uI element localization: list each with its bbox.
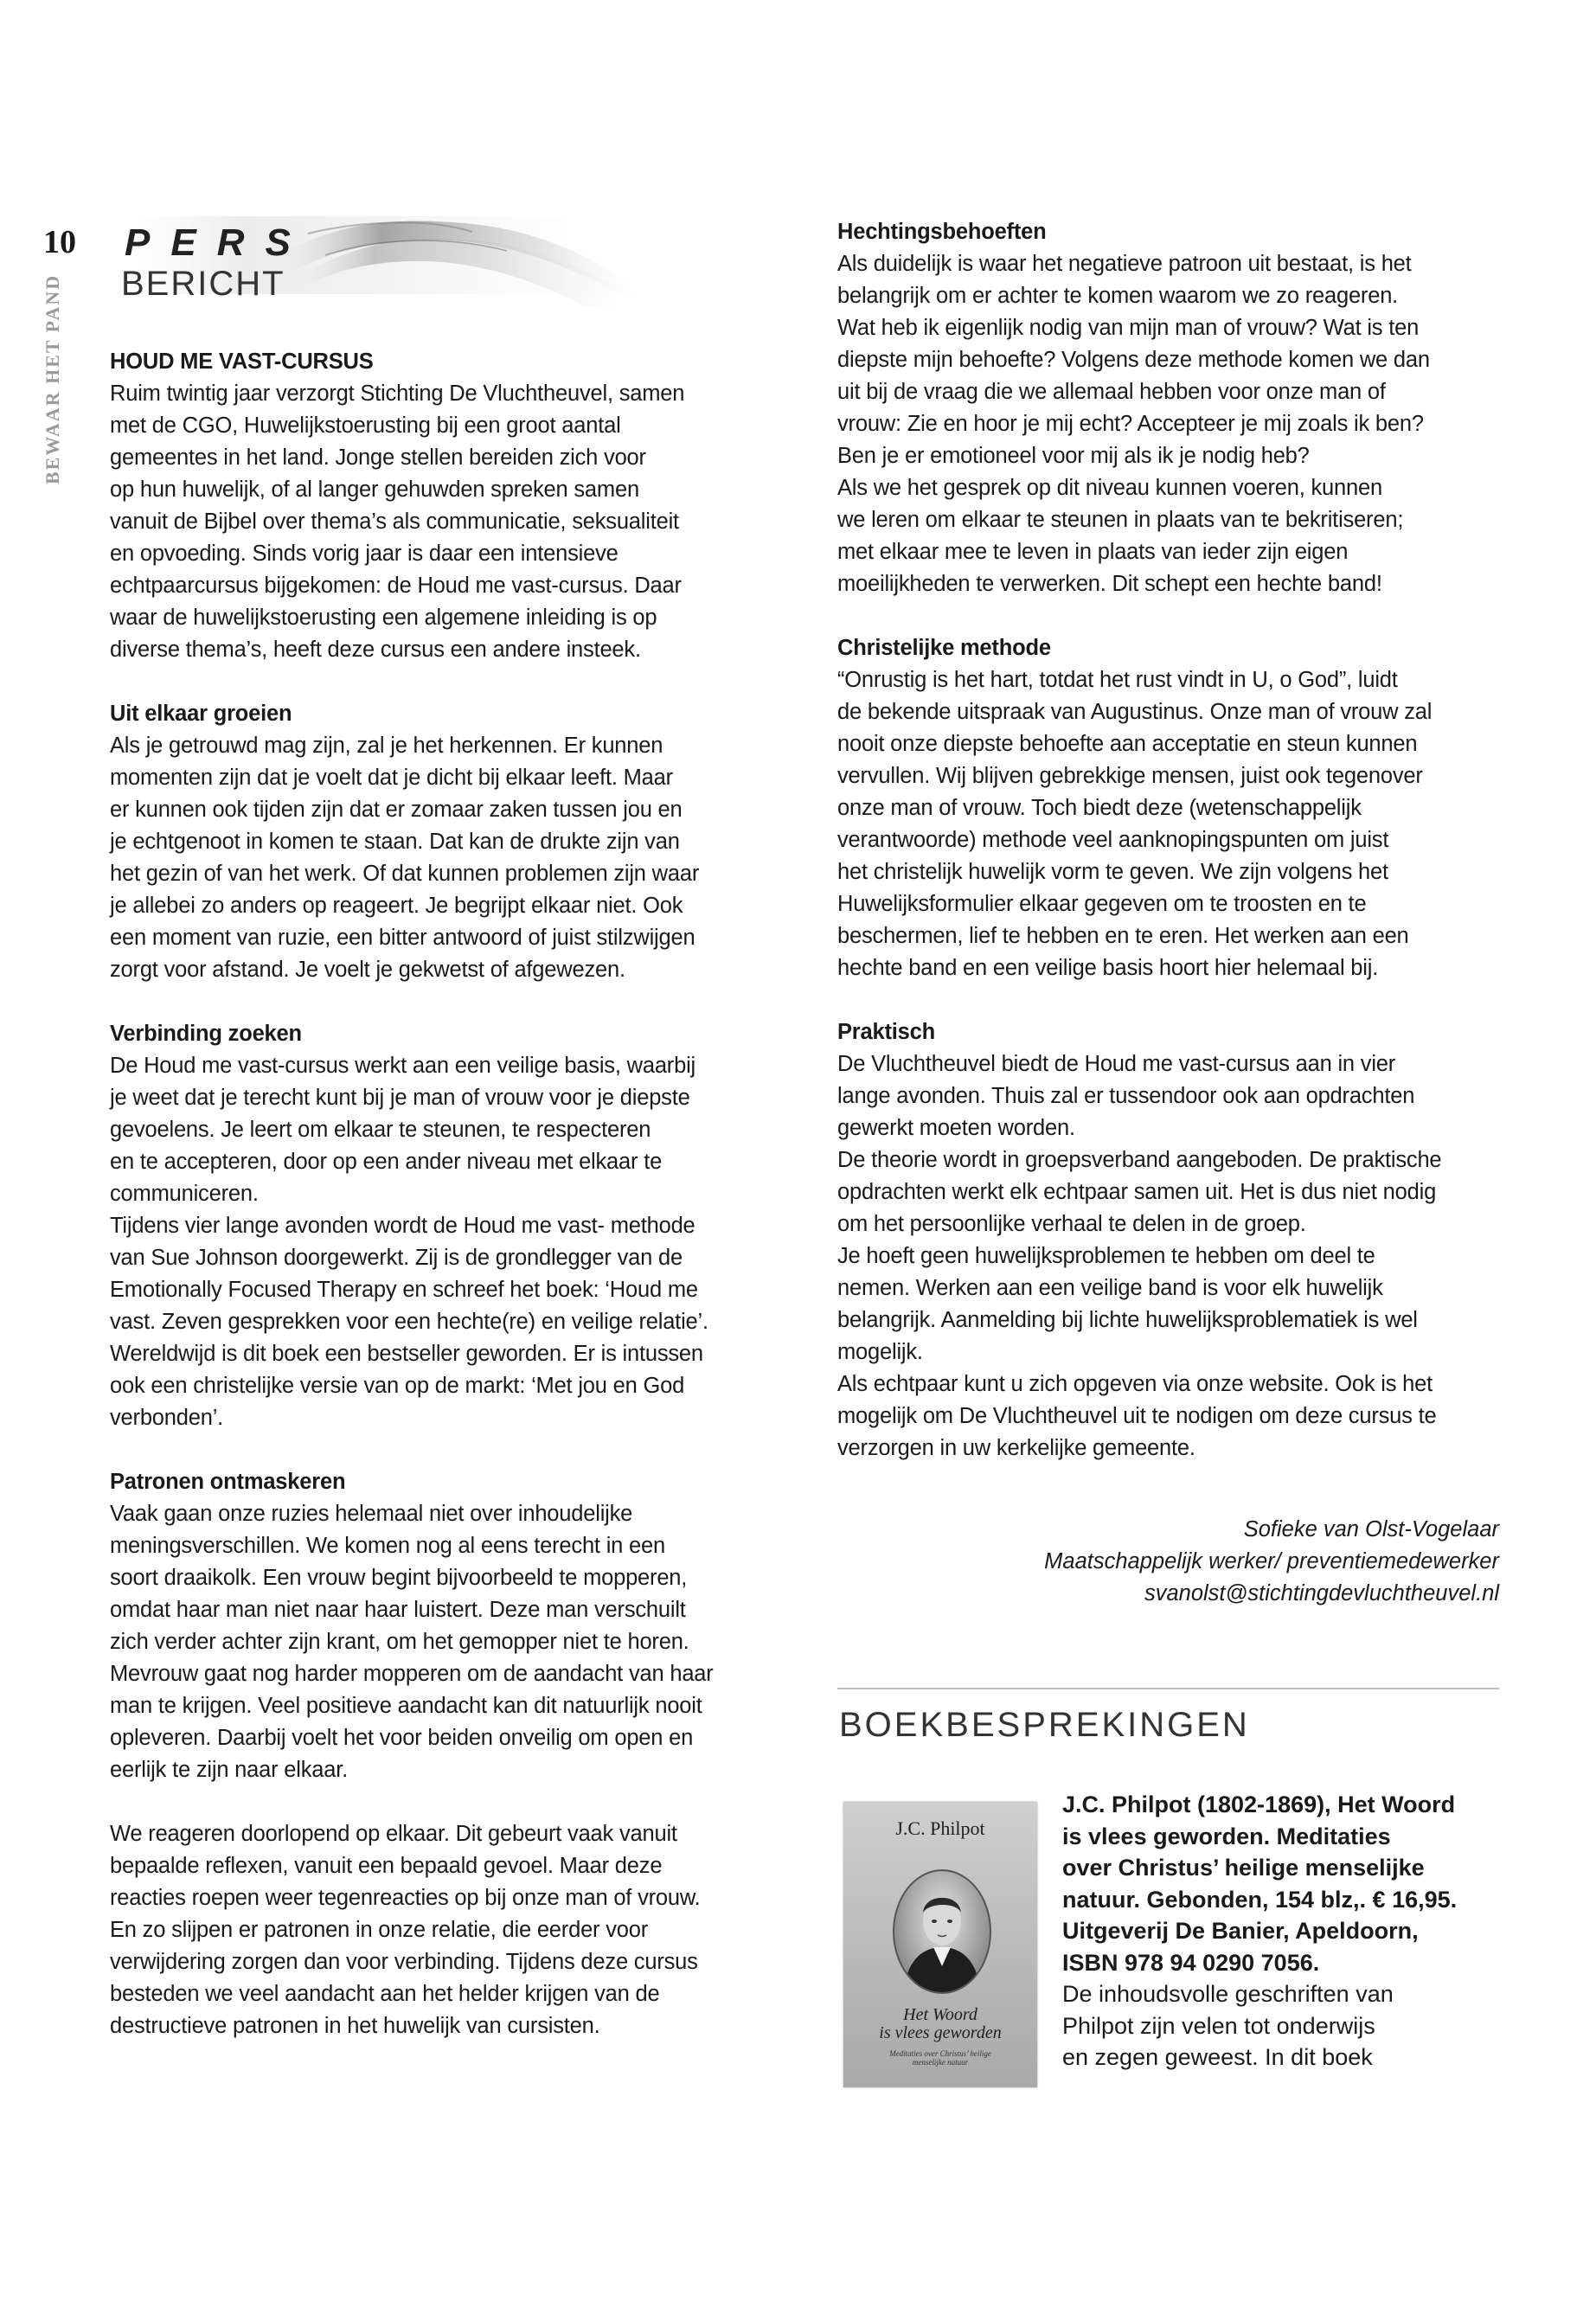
article-section: [110, 1018, 793, 1434]
section-heading: Hechtingsbehoeften: [837, 220, 1047, 244]
section-text: Als je getrouwd mag zijn, zal je het herkennen. Er kunnen momenten zijn dat je voelt dat je dicht bij elkaar leeft. Maar er kunnen ook tijden zijn dat er zomaar zaken tussen jou en je echtgenoot in komen te staan. Dat kan de drukte zijn van het gezin of van het werk. Of dat kunnen problemen zijn waar je allebei zo anders op reageert. Je begrijpt elkaar niet. Ook een moment van ruzie, een bitter antwoord of juist stilzwijgen zorgt voor afstand. Je voelt je gekwetst of afgewezen.: [110, 734, 700, 982]
section-text: De Houd me vast-cursus werkt aan een veilige basis, waarbij je weet dat je terecht kunt bij je man of vrouw voor je diepste gevoelens. Je leert om elkaar te steunen, te respecteren en te accepteren, door op een ander niveau met elkaar te communiceren. Tijdens vier lange avonden wordt de Houd me vast- methode van Sue Johnson doorgewerkt. Zij is de grondlegger van de Emotionally Focused Therapy en schreef het boek: ‘Houd me vast. Zeven gesprekken voor een hechte(re) en veilige relatie’. Wereldwijd is dit boek een bestseller geworden. Er is intussen ook een christelijke versie van op de markt: ‘Met jou en God verbonden’.: [110, 1054, 708, 1430]
banner-title-bericht: BERICHT: [121, 265, 285, 303]
book-cover-image: [843, 1802, 1037, 2087]
section-text: “Onrustig is het hart, totdat het rust vindt in U, o God”, luidt de bekende uitspraak van Augustinus. Onze man of vrouw zal nooit onze diepste behoefte aan acceptatie en steun kunnen vervullen. Wij blijven gebrekkige mensen, juist ook tegenover onze man of vrouw. Toch biedt deze (wetenschappelijk verantwoorde) methode veel aanknopingspunten om juist het christelijk huwelijk vorm te geven. We zijn volgens het Huwelijksformulier elkaar gegeven om te troosten en te beschermen, lief te hebben en te eren. Het werken aan een hechte band en een veilige basis hoort hier helemaal bij.: [837, 668, 1433, 980]
section-text: Ruim twintig jaar verzorgt Stichting De Vluchtheuvel, samen met de CGO, Huwelijkstoerusting bij een groot aantal gemeentes in het land. Jonge stellen bereiden zich voor op hun huwelijk, of al langer gehuwden spreken samen vanuit de Bijbel over thema’s als communicatie, seksualiteit en opvoeding. Sinds vorig jaar is daar een intensieve echtpaarcursus bijgekomen: de Houd me vast-cursus. Daar waar de huwelijkstoerusting een algemene inleiding is op diverse thema’s, heeft deze cursus een andere insteek.: [110, 381, 685, 662]
section-heading: Patronen ontmaskeren: [110, 1470, 346, 1494]
section-heading: Uit elkaar groeien: [110, 702, 292, 726]
section-text: We reageren doorlopend op elkaar. Dit gebeurt vaak vanuit bepaalde reflexen, vanuit een bepaald gevoel. Maar deze reacties roepen weer tegenreacties op bij onze man of vrouw. En zo slijpen er patronen in onze relatie, die eerder voor verwijdering zorgen dan voor verbinding. Tijdens deze cursus besteden we veel aandacht aan het helder krijgen van de destructieve patronen in het huwelijk van cursisten.: [110, 1822, 701, 2038]
book-cover-title: Het Woord is vlees geworden: [879, 2005, 1002, 2042]
article-section: [110, 346, 793, 666]
article-section: [837, 216, 1508, 600]
section-text: Vaak gaan onze ruzies helemaal niet over inhoudelijke meningsverschillen. We komen nog al eens terecht in een soort draaikolk. Een vrouw begint bijvoorbeeld te mopperen, omdat haar man niet naar haar luistert. Deze man verschuilt zich verder achter zijn krant, om het gemopper niet te horen. Mevrouw gaat nog harder mopperen om de aandacht van haar man te krijgen. Veel positieve aandacht kan dit natuurlijk nooit opleveren. Daarbij voelt het voor beiden onveilig om open en eerlijk te zijn naar elkaar.: [110, 1502, 714, 1782]
right-article-column: [837, 216, 1508, 1497]
author-role: Maatschappelijk werker/ preventiemedewerker: [1044, 1549, 1499, 1574]
section-heading: Praktisch: [837, 1020, 936, 1044]
book-cover-author: J.C. Philpot: [895, 1817, 985, 1839]
author-email: svanolst@stichtingdevluchtheuvel.nl: [1144, 1581, 1499, 1606]
article-section: [110, 1818, 793, 2042]
author-name: Sofieke van Olst-Vogelaar: [1243, 1517, 1499, 1541]
book-reviews-title: BOEKBESPREKINGEN: [839, 1706, 1250, 1744]
left-article-column: [110, 346, 793, 2074]
author-portrait: [893, 1869, 991, 1994]
banner-title-pers: PERS: [125, 221, 311, 264]
section-heading: HOUD ME VAST-CURSUS: [110, 349, 374, 374]
book-bibliographic-info: J.C. Philpot (1802-1869), Het Woord is vlees geworden. Meditaties over Christus’ heilige menselijke natuur. Gebonden, 154 blz,. € 16,95. Uitgeverij De Banier, Apeldoorn, ISBN 978 94 0290 7056.: [1062, 1791, 1458, 1976]
press-release-banner: [100, 216, 663, 311]
book-review-text: De inhoudsvolle geschriften van Philpot zijn velen tot onderwijs en zegen geweest. In dit boek: [1062, 1981, 1394, 2070]
section-divider: [837, 1688, 1499, 1689]
publication-side-label: BEWAAR HET PAND: [42, 273, 63, 484]
article-section: [837, 632, 1508, 984]
book-review-entry: [1062, 1789, 1503, 2073]
article-section: [110, 698, 793, 986]
book-cover-subtitle: Meditaties over Christus’ heilige menselijke natuur: [889, 2049, 991, 2067]
section-heading: Christelijke methode: [837, 636, 1051, 660]
page-number: 10: [43, 224, 76, 260]
article-section: [837, 1016, 1508, 1465]
article-section: [110, 1466, 793, 1786]
section-heading: Verbinding zoeken: [110, 1022, 302, 1046]
section-text: De Vluchtheuvel biedt de Houd me vast-cursus aan in vier lange avonden. Thuis zal er tussendoor ook aan opdrachten gewerkt moeten worden. De theorie wordt in groepsverband aangeboden. De praktische opdrachten werkt elk echtpaar samen uit. Het is dus niet nodig om het persoonlijke verhaal te delen in de groep. Je hoeft geen huwelijksproblemen te hebben om deel te nemen. Werken aan een veilige band is voor elk huwelijk belangrijk. Aanmelding bij lichte huwelijksproblematiek is wel mogelijk. Als echtpaar kunt u zich opgeven via onze website. Ook is het mogelijk om De Vluchtheuvel uit te nodigen om deze cursus te verzorgen in uw kerkelijke gemeente.: [837, 1052, 1442, 1460]
section-text: Als duidelijk is waar het negatieve patroon uit bestaat, is het belangrijk om er achter te komen waarom we zo reageren. Wat heb ik eigenlijk nodig van mijn man of vrouw? Wat is ten diepste mijn behoefte? Volgens deze methode komen we dan uit bij de vraag die we allemaal hebben voor onze man of vrouw: Zie en hoor je mij echt? Accepteer je mij zoals ik ben? Ben je er emotioneel voor mij als ik je nodig heb? Als we het gesprek op dit niveau kunnen voeren, kunnen we leren om elkaar te steunen in plaats van te bekritiseren; met elkaar mee te leven in plaats van ieder zijn eigen moeilijkheden te verwerken. Dit schept een hechte band!: [837, 252, 1430, 596]
author-signature: [837, 1514, 1499, 1610]
